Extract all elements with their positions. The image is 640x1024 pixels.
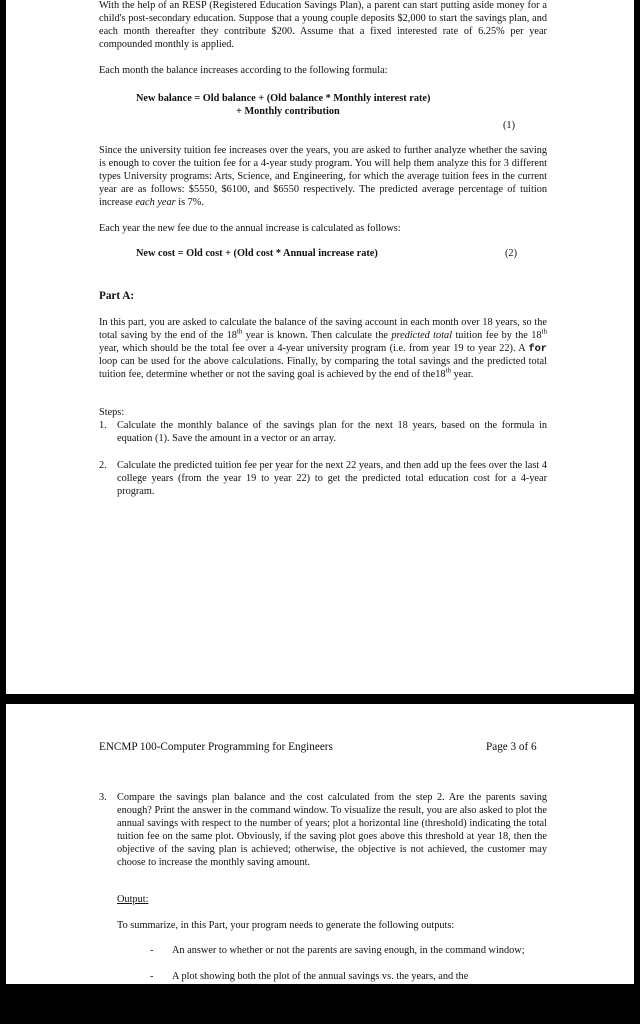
- step-1: 1. Calculate the monthly balance of the savings plan for the next 18 years, based on the formula in equation (1). Save the amount in a vector or an array.: [99, 420, 547, 444]
- intro-paragraph: With the help of an RESP (Registered Education Savings Plan), a parent can start putting aside money for a child's post-secondary education. Suppose that a young couple deposits $2,000 to start the savings plan, and each month thereafter they contribute $200. Assume that a fixed interested rate of 6.25% per year compounded monthly is applied.: [99, 0, 547, 50]
- equation-1-line-1: New balance = Old balance + (Old balance * Monthly interest rate): [136, 93, 431, 104]
- output-bullet-2: - A plot showing both the plot of the annual savings vs. the years, and the: [150, 971, 469, 982]
- annual-increase-intro: Each year the new fee due to the annual increase is calculated as follows:: [99, 223, 401, 234]
- formula-intro: Each month the balance increases according to the following formula:: [99, 65, 388, 76]
- document-page-3: [6, 704, 634, 984]
- page-number: Page 3 of 6: [486, 741, 537, 753]
- step-3-number: 3.: [99, 792, 107, 803]
- equation-2-number: (2): [505, 248, 518, 259]
- part-a-heading: Part A:: [99, 290, 135, 302]
- step-3: 3. Compare the savings plan balance and the cost calculated from the step 2. Are the parents saving enough? Print the answer in the command window. To visualize the result, you are also asked to plot the annual savings with respect to the number of years; plot a horizontal line (threshold) indicating the total tuition fee on the same plot. Obviously, if the saving plot goes above this threshold at year 18, then the objective of the saving plan is achieved; otherwise, the objective is not achieved, the customer may choose to increase the monthly saving amount.: [99, 792, 547, 868]
- step-1-number: 1.: [99, 420, 107, 431]
- steps-label: Steps:: [99, 407, 125, 418]
- equation-2: New cost = Old cost + (Old cost * Annual increase rate): [136, 248, 378, 259]
- course-title: ENCMP 100-Computer Programming for Engineers: [99, 741, 333, 753]
- step-2-number: 2.: [99, 460, 107, 471]
- equation-1-number: (1): [503, 120, 516, 131]
- summary-text: To summarize, in this Part, your program needs to generate the following outputs:: [117, 920, 455, 931]
- equation-1-line-2: + Monthly contribution: [236, 105, 340, 117]
- tuition-paragraph: Since the university tuition fee increases over the years, you are asked to further analyze whether the saving is enough to cover the tuition fee for a 4-year study program. You will help them analyze this for 3 different types University programs: Arts, Science, and Engineering, for which the average tuition fees in the current year are as follows: $5550, $6100, and $6550 respectively. The predicted average percentage of tuition increase each year is 7%.: [99, 145, 547, 208]
- equation-1: [136, 93, 496, 119]
- document-page-2: [6, 0, 634, 694]
- part-a-paragraph: In this part, you are asked to calculate the balance of the saving account in each month over 18 years, so the total saving by the end of the 18th year is known. Then calculate the predicted total tuition fee by the 18th year, which should be the total fee over a 4-year university program (i.e. from year 19 to year 22). A for loop can be used for the above calculations. Finally, by comparing the total savings and the predicted total tuition fee, determine whether or not the saving goal is achieved by the end of the18th year.: [99, 317, 547, 380]
- output-bullet-1: - An answer to whether or not the parents are saving enough, in the command window;: [150, 945, 525, 956]
- step-2: 2. Calculate the predicted tuition fee per year for the next 22 years, and then add up the fees over the last 4 college years (from the year 19 to year 22) to get the predicted total education cost for a 4-year program.: [99, 460, 547, 497]
- output-label: Output:: [117, 894, 149, 905]
